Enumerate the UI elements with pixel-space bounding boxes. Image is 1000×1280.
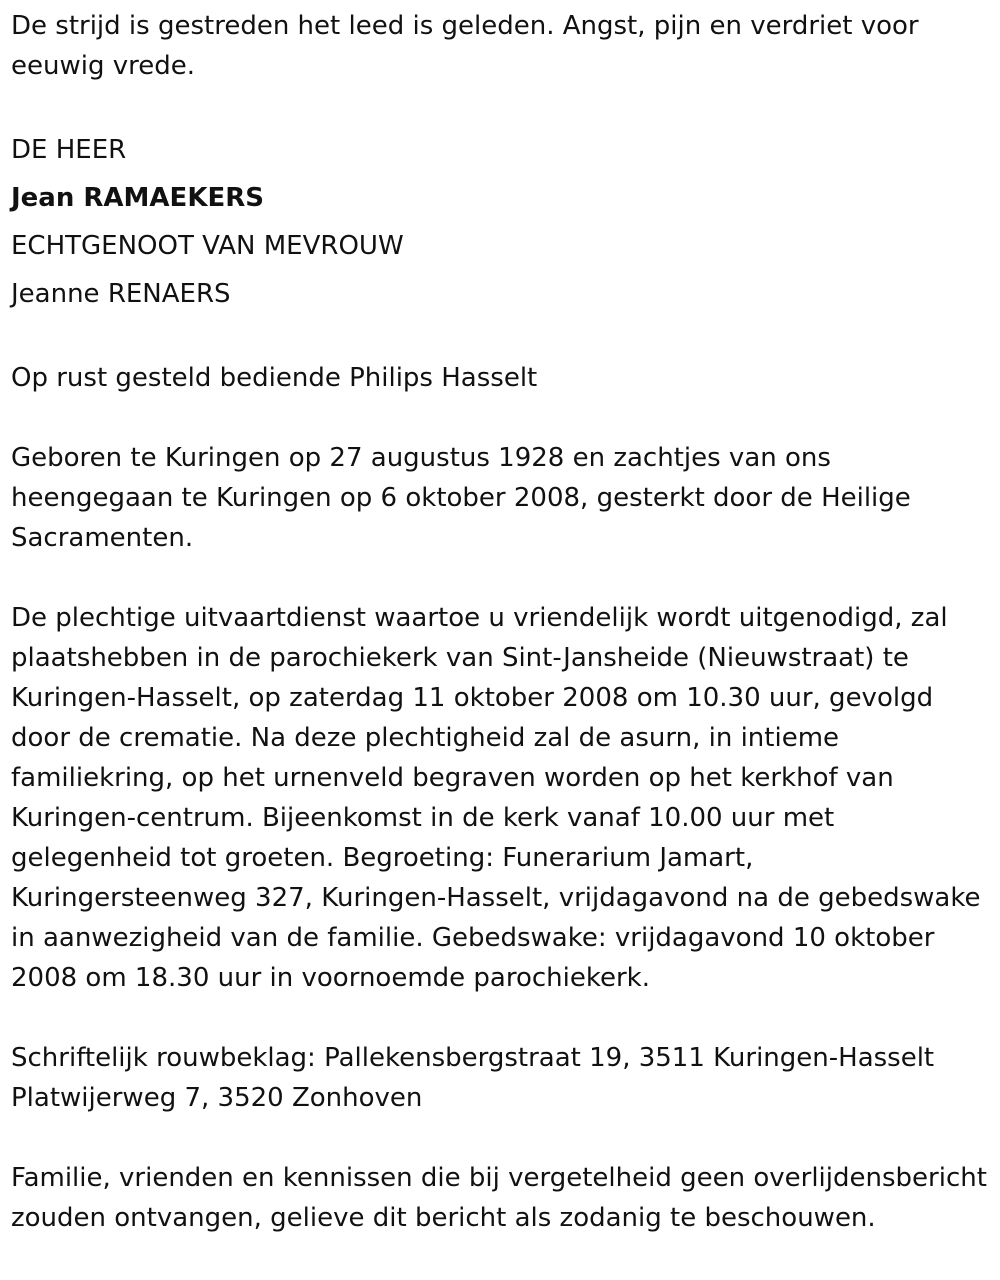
announcement-block: [11, 126, 991, 318]
closing-paragraph: Familie, vrienden en kennissen die bij vergetelheid geen overlijdensbericht zouden ontvangen, gelieve dit bericht als zodanig te beschouwen.: [11, 1163, 987, 1233]
title-line: DE HEER: [11, 135, 127, 165]
motto-paragraph: De strijd is gestreden het leed is geleden. Angst, pijn en verdriet voor eeuwig vrede.: [11, 11, 919, 81]
spacer: [11, 86, 991, 126]
occupation-line: Op rust gesteld bediende Philips Hasselt: [11, 363, 538, 393]
spacer: [11, 1118, 991, 1158]
funeral-paragraph: De plechtige uitvaartdienst waartoe u vriendelijk wordt uitgenodigd, zal plaatshebben in de parochiekerk van Sint-Jansheide (Nieuwstraat) te Kuringen-Hasselt, op zaterdag 11 oktober 2008 om 10.30 uur, gevolgd door de crematie. Na deze plechtigheid zal de asurn, in intieme familiekring, op het urnenveld begraven worden op het kerkhof van Kuringen-centrum. Bijeenkomst in de kerk vanaf 10.00 uur met gelegenheid tot groeten. Begroeting: Funerarium Jamart, Kuringersteenweg 327, Kuringen-Hasselt, vrijdagavond na de gebedswake in aanwezigheid van de familie. Gebedswake: vrijdagavond 10 oktober 2008 om 18.30 uur in voornoemde parochiekerk.: [11, 603, 981, 993]
spacer: [11, 558, 991, 598]
spacer: [11, 998, 991, 1038]
birth-death-paragraph: Geboren te Kuringen op 27 augustus 1928 en zachtjes van ons heengegaan te Kuringen op 6 oktober 2008, gesterkt door de Heilige Sacramenten.: [11, 443, 911, 553]
spacer: [11, 398, 991, 438]
condolences-address-1: Schriftelijk rouwbeklag: Pallekensbergstraat 19, 3511 Kuringen-Hasselt: [11, 1043, 935, 1073]
deceased-name: Jean RAMAEKERS: [11, 183, 264, 213]
relation-line: ECHTGENOOT VAN MEVROUW: [11, 231, 404, 261]
condolences-address-2: Platwijerweg 7, 3520 Zonhoven: [11, 1083, 423, 1113]
spacer: [11, 318, 991, 358]
spouse-name: Jeanne RENAERS: [11, 279, 231, 309]
obituary-document: [11, 6, 991, 1238]
condolences-block: [11, 1038, 991, 1118]
